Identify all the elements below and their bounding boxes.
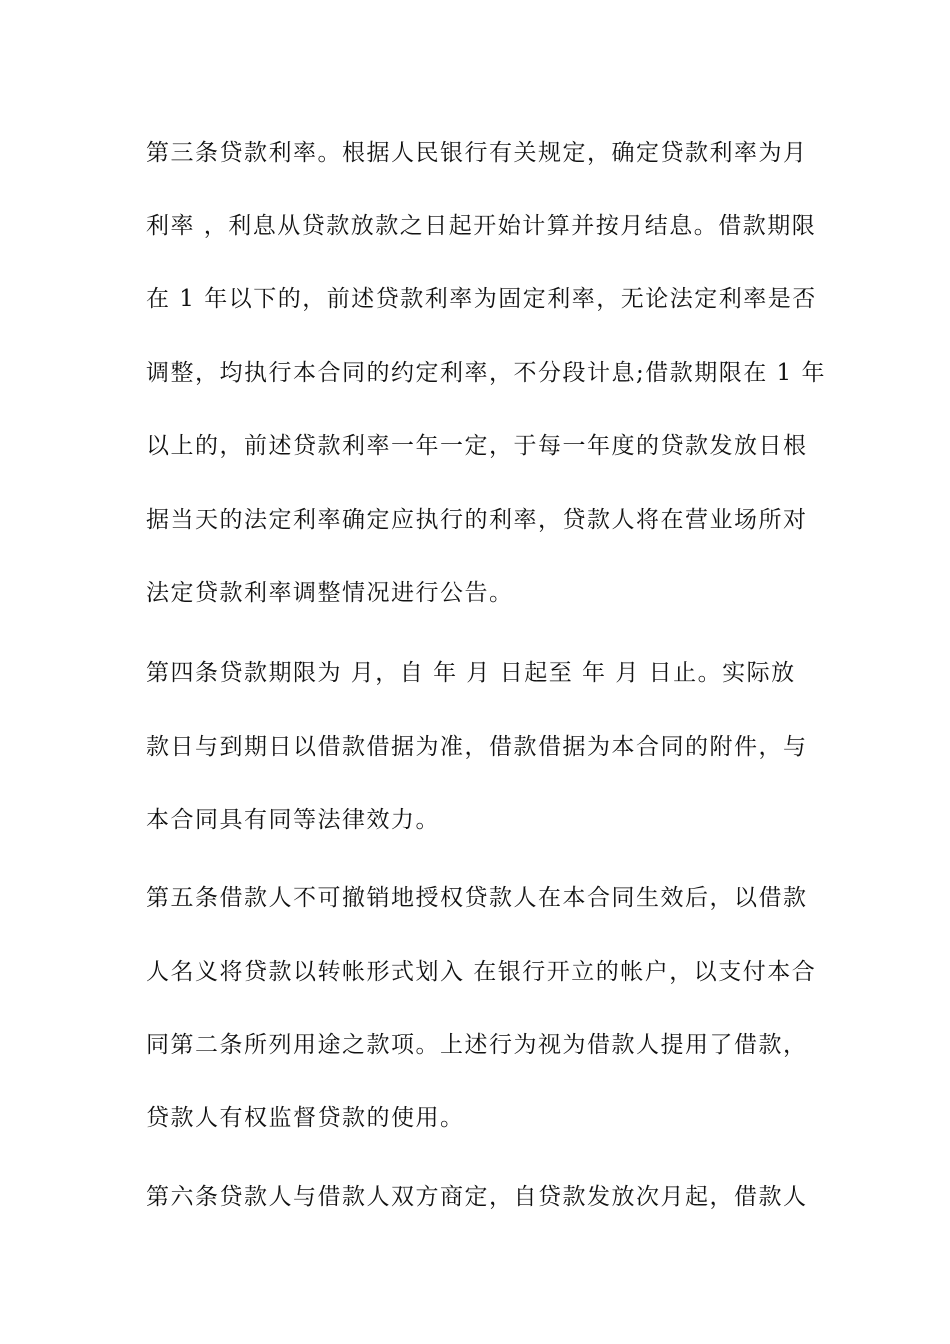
article-4-line-2: 款日与到期日以借款借据为准，借款借据为本合同的附件，与 [146, 734, 808, 760]
article-5-line-4: 贷款人有权监督贷款的使用。 [146, 1105, 465, 1131]
article-3-line-4: 调整，均执行本合同的约定利率，不分段计息;借款期限在 1 年 [146, 360, 827, 386]
article-5-line-1: 第五条借款人不可撤销地授权贷款人在本合同生效后，以借款 [146, 885, 808, 911]
article-3-line-1: 第三条贷款利率。根据人民银行有关规定，确定贷款利率为月 [146, 140, 808, 166]
article-3-line-5: 以上的，前述贷款利率一年一定，于每一年度的贷款发放日根 [146, 433, 808, 459]
article-3-line-3: 在 1 年以下的，前述贷款利率为固定利率，无论法定利率是否 [146, 286, 817, 312]
article-3-line-2: 利率 ，利息从贷款放款之日起开始计算并按月结息。借款期限 [146, 213, 817, 239]
article-5-line-3: 同第二条所列用途之款项。上述行为视为借款人提用了借款， [146, 1032, 808, 1058]
article-3-line-7: 法定贷款利率调整情况进行公告。 [146, 580, 514, 606]
article-4-line-1: 第四条贷款期限为 月，自 年 月 日起至 年 月 日止。实际放 [146, 660, 796, 686]
article-3-line-6: 据当天的法定利率确定应执行的利率，贷款人将在营业场所对 [146, 507, 808, 533]
article-5-line-2: 人名义将贷款以转帐形式划入 在银行开立的帐户，以支付本合 [146, 959, 817, 985]
article-4-line-3: 本合同具有同等法律效力。 [146, 807, 440, 833]
article-6-line-1: 第六条贷款人与借款人双方商定，自贷款发放次月起，借款人 [146, 1184, 808, 1210]
